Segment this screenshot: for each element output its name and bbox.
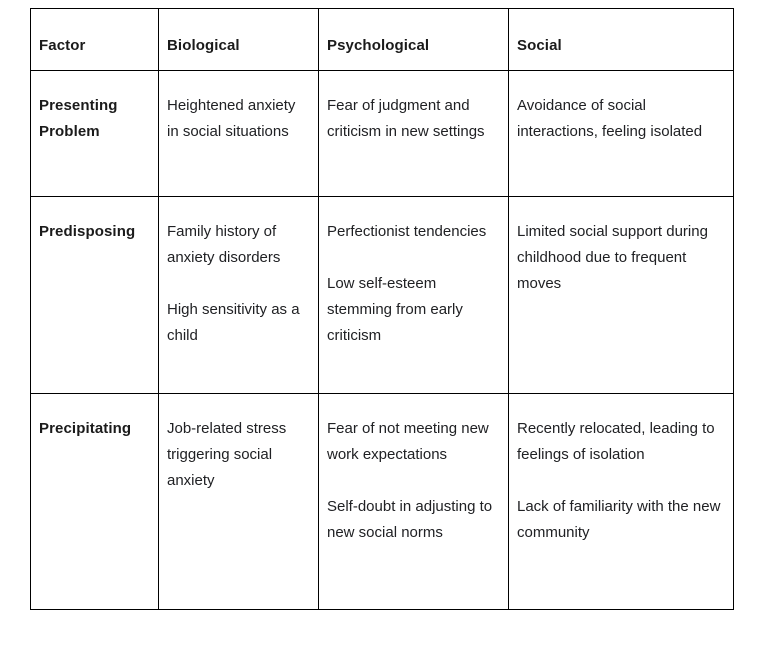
table-header-row <box>31 9 734 71</box>
column-header-factor-label: Factor <box>39 37 86 54</box>
cell-paragraph: Perfectionist tendencies <box>327 223 487 240</box>
biopsychosocial-formulation-table <box>30 8 734 610</box>
cell-paragraph: Fear of not meeting new work expectations <box>327 420 489 463</box>
column-header-social-label: Social <box>517 37 562 54</box>
cell-paragraph: Lack of familiarity with the new community <box>517 498 721 541</box>
column-header-biological <box>159 9 319 71</box>
cell-precipitating-psychological <box>319 394 509 610</box>
table-header <box>31 9 734 71</box>
cell-presenting-biological <box>159 71 319 197</box>
table-body <box>31 71 734 610</box>
row-label-predisposing <box>31 197 159 394</box>
cell-paragraph: Family history of anxiety disorders <box>167 223 281 266</box>
cell-presenting-social <box>509 71 734 197</box>
cell-paragraph: Limited social support during childhood due to frequent moves <box>517 223 708 292</box>
row-label-text: Predisposing <box>39 223 136 240</box>
cell-predisposing-biological <box>159 197 319 394</box>
cell-paragraph: Self-doubt in adjusting to new social norms <box>327 498 493 541</box>
table-row <box>31 71 734 197</box>
column-header-social <box>509 9 734 71</box>
column-header-biological-label: Biological <box>167 37 240 54</box>
column-header-psychological-label: Psychological <box>327 37 430 54</box>
cell-precipitating-social <box>509 394 734 610</box>
row-label-text: Precipitating <box>39 420 132 437</box>
row-label-precipitating <box>31 394 159 610</box>
cell-paragraph: Low self-esteem stemming from early criticism <box>327 275 463 344</box>
cell-predisposing-social <box>509 197 734 394</box>
cell-paragraph: Job-related stress triggering social anxiety <box>167 420 287 489</box>
column-header-factor <box>31 9 159 71</box>
cell-predisposing-psychological <box>319 197 509 394</box>
cell-presenting-psychological <box>319 71 509 197</box>
column-header-psychological <box>319 9 509 71</box>
row-label-text: Presenting Problem <box>39 97 118 140</box>
cell-paragraph: Avoidance of social interactions, feeling isolated <box>517 97 703 140</box>
row-label-presenting-problem <box>31 71 159 197</box>
cell-paragraph: Fear of judgment and criticism in new settings <box>327 97 485 140</box>
cell-paragraph: Heightened anxiety in social situations <box>167 97 296 140</box>
cell-paragraph: Recently relocated, leading to feelings of isolation <box>517 420 715 463</box>
cell-paragraph: High sensitivity as a child <box>167 301 300 344</box>
cell-precipitating-biological <box>159 394 319 610</box>
table-row <box>31 197 734 394</box>
table-row <box>31 394 734 610</box>
